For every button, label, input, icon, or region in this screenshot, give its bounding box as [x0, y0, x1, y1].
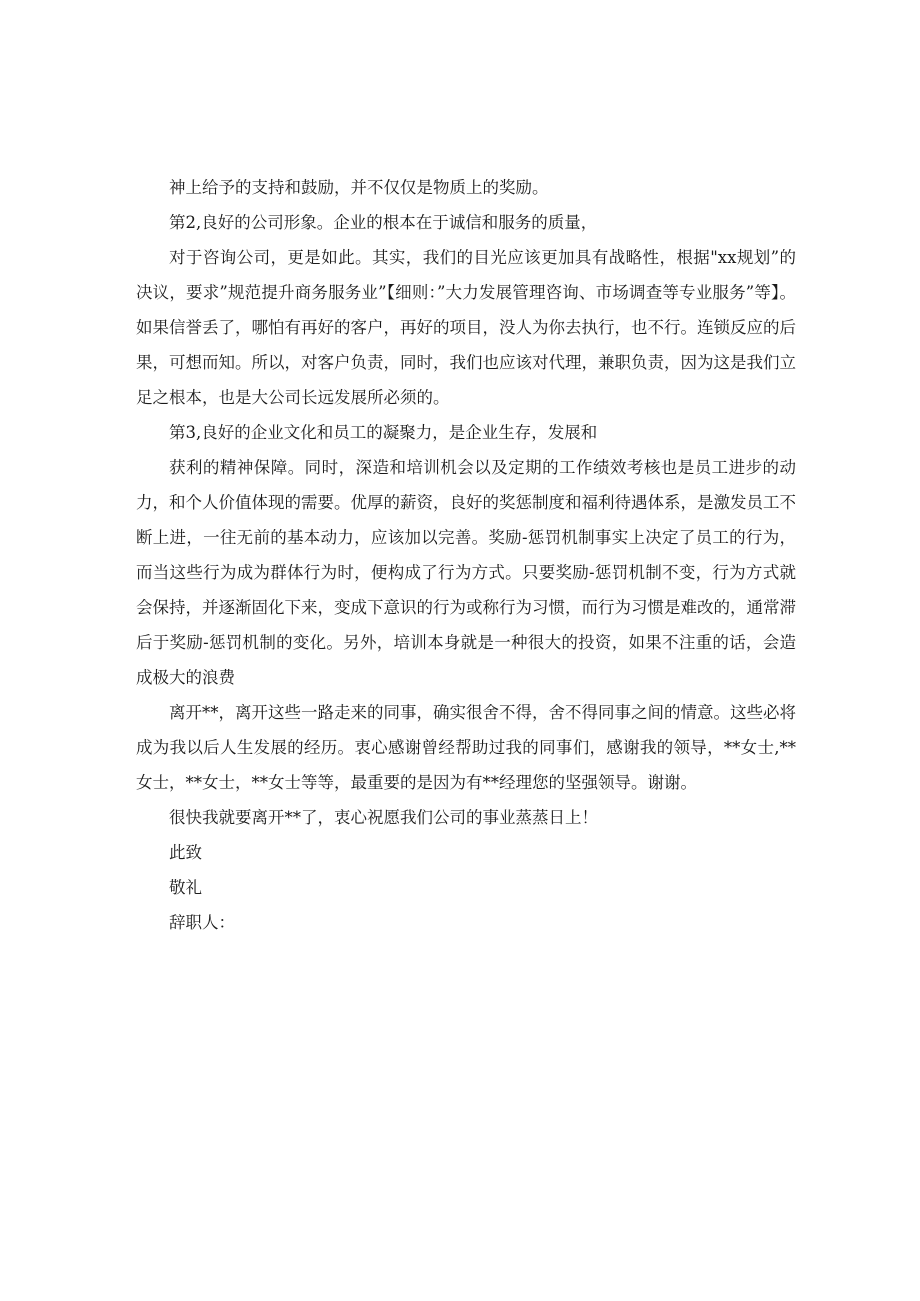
- closing-regards: 敬礼: [169, 878, 202, 897]
- signature-label: 辞职人：: [169, 913, 235, 932]
- paragraph-training-incentives: 获利的精神保障。同时，深造和培训机会以及定期的工作绩效考核也是员工进步的动力，和个人价值体现的需要。优厚的薪资，良好的奖惩制度和福利待遇体系，是激发员工不断上进，一往无前的基本动力，应该加以完善。奖励-惩罚机制事实上决定了员工的行为，而当这些行为成为群体行为时，便构成了行为方式。只要奖励-惩罚机制不变，行为方式就会保持，并逐渐固化下来，变成下意识的行为或称行为习惯，而行为习惯是难改的，通常滞后于奖励-惩罚机制的变化。另外，培训本身就是一种很大的投资，如果不注重的话，会造成极大的浪费: [136, 458, 796, 687]
- paragraph-point-2-heading: 第2,良好的公司形象。企业的根本在于诚信和服务的质量，: [169, 213, 598, 232]
- paragraph-consulting-reputation: 对于咨询公司，更是如此。其实，我们的目光应该更加具有战略性，根据"xx规划”的决议，要求”规范提升商务服务业”【细则：”大力发展管理咨询、市场调查等专业服务”等】。如果信誉丢了，哪怕有再好的客户，再好的项目，没人为你去执行，也不行。连锁反应的后果，可想而知。所以，对客户负责，同时，我们也应该对代理，兼职负责，因为这是我们立足之根本，也是大公司长远发展所必须的。: [136, 248, 796, 407]
- document-body: [136, 170, 796, 940]
- paragraph-point-3-heading: 第3,良好的企业文化和员工的凝聚力，是企业生存，发展和: [169, 423, 598, 442]
- paragraph-farewell-thanks: 离开**，离开这些一路走来的同事，确实很舍不得，舍不得同事之间的情意。这些必将成为我以后人生发展的经历。衷心感谢曾经帮助过我的同事们，感谢我的领导，**女士,**女士，**女士，**女士等等，最重要的是因为有**经理您的坚强领导。谢谢。: [136, 703, 796, 792]
- paragraph-spirit-support: 神上给予的支持和鼓励，并不仅仅是物质上的奖励。: [169, 178, 549, 197]
- closing-salutation: 此致: [169, 843, 202, 862]
- paragraph-best-wishes: 很快我就要离开**了，衷心祝愿我们公司的事业蒸蒸日上！: [169, 808, 598, 827]
